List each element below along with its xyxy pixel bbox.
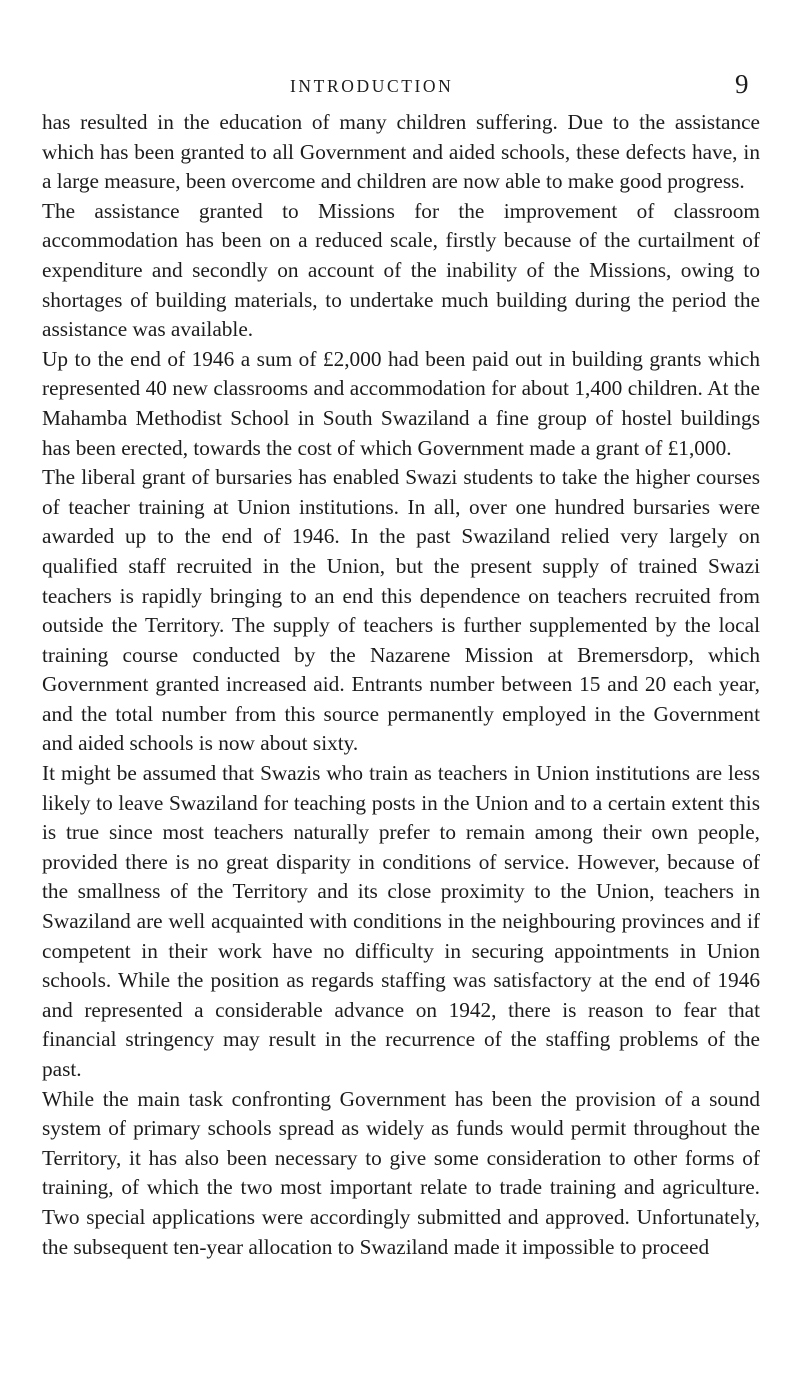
page-number: 9 xyxy=(735,69,749,99)
paragraph: While the main task confronting Government has been the provision of a sound system of primary schools spread as widely as funds would permit throughout the Territory, it has also been necessary to give some consideration to other forms of training, of which the two most important relate to trade training and agriculture. Two special applications were accordingly submitted and approved. Unfortunately, the subsequent ten-year allocation to Swaziland made it impossible to proceed xyxy=(42,1086,760,1259)
running-head xyxy=(0,71,800,101)
paragraph: The liberal grant of bursaries has enabled Swazi students to take the higher courses of teacher training at Union institutions. In all, over one hundred bursaries were awarded up to the end of 1946. In the past Swaziland relied very largely on qualified staff recruited in the Union, but the present supply of trained Swazi teachers is rapidly bringing to an end this dependence on teachers recruited from outside the Territory. The supply of teachers is further supplemented by the local training course conducted by the Nazarene Mission at Bremersdorp, which Government granted increased aid. Entrants number between 15 and 20 each year, and the total number from this source permanently employed in the Government and aided schools is now about sixty. xyxy=(42,465,760,756)
paragraph: The assistance granted to Missions for the improvement of classroom accommodation has been on a reduced scale, firstly because of the curtailment of expenditure and secondly on account of the inability of the Missions, owing to shortages of building materials, to undertake much building during the period the assistance was available. xyxy=(42,198,760,342)
paragraph: It might be assumed that Swazis who train as teachers in Union institutions are less likely to leave Swaziland for teaching posts in the Union and to a certain extent this is true since most teachers naturally prefer to remain among their own people, provided there is no great disparity in conditions of service. However, because of the smallness of the Territory and its close proximity to the Union, teachers in Swaziland are well acquainted with conditions in the neighbouring provinces and if competent in their work have no difficulty in securing appointments in Union schools. While the position as regards staffing was satisfactory at the end of 1946 and represented a considerable advance on 1942, there is reason to fear that financial stringency may result in the recurrence of the staffing problems of the past. xyxy=(42,761,760,1081)
body-text xyxy=(42,108,760,1262)
paragraph: Up to the end of 1946 a sum of £2,000 had been paid out in building grants which represented 40 new classrooms and accommodation for about 1,400 children. At the Mahamba Methodist School in South Swaziland a fine group of hostel buildings has been erected, towards the cost of which Government made a grant of £1,000. xyxy=(42,346,760,460)
paragraph: has resulted in the education of many children suffering. Due to the assistance which has been granted to all Government and aided schools, these defects have, in a large measure, been overcome and children are now able to make good progress. xyxy=(42,110,760,194)
running-head-title: INTRODUCTION xyxy=(290,76,454,96)
